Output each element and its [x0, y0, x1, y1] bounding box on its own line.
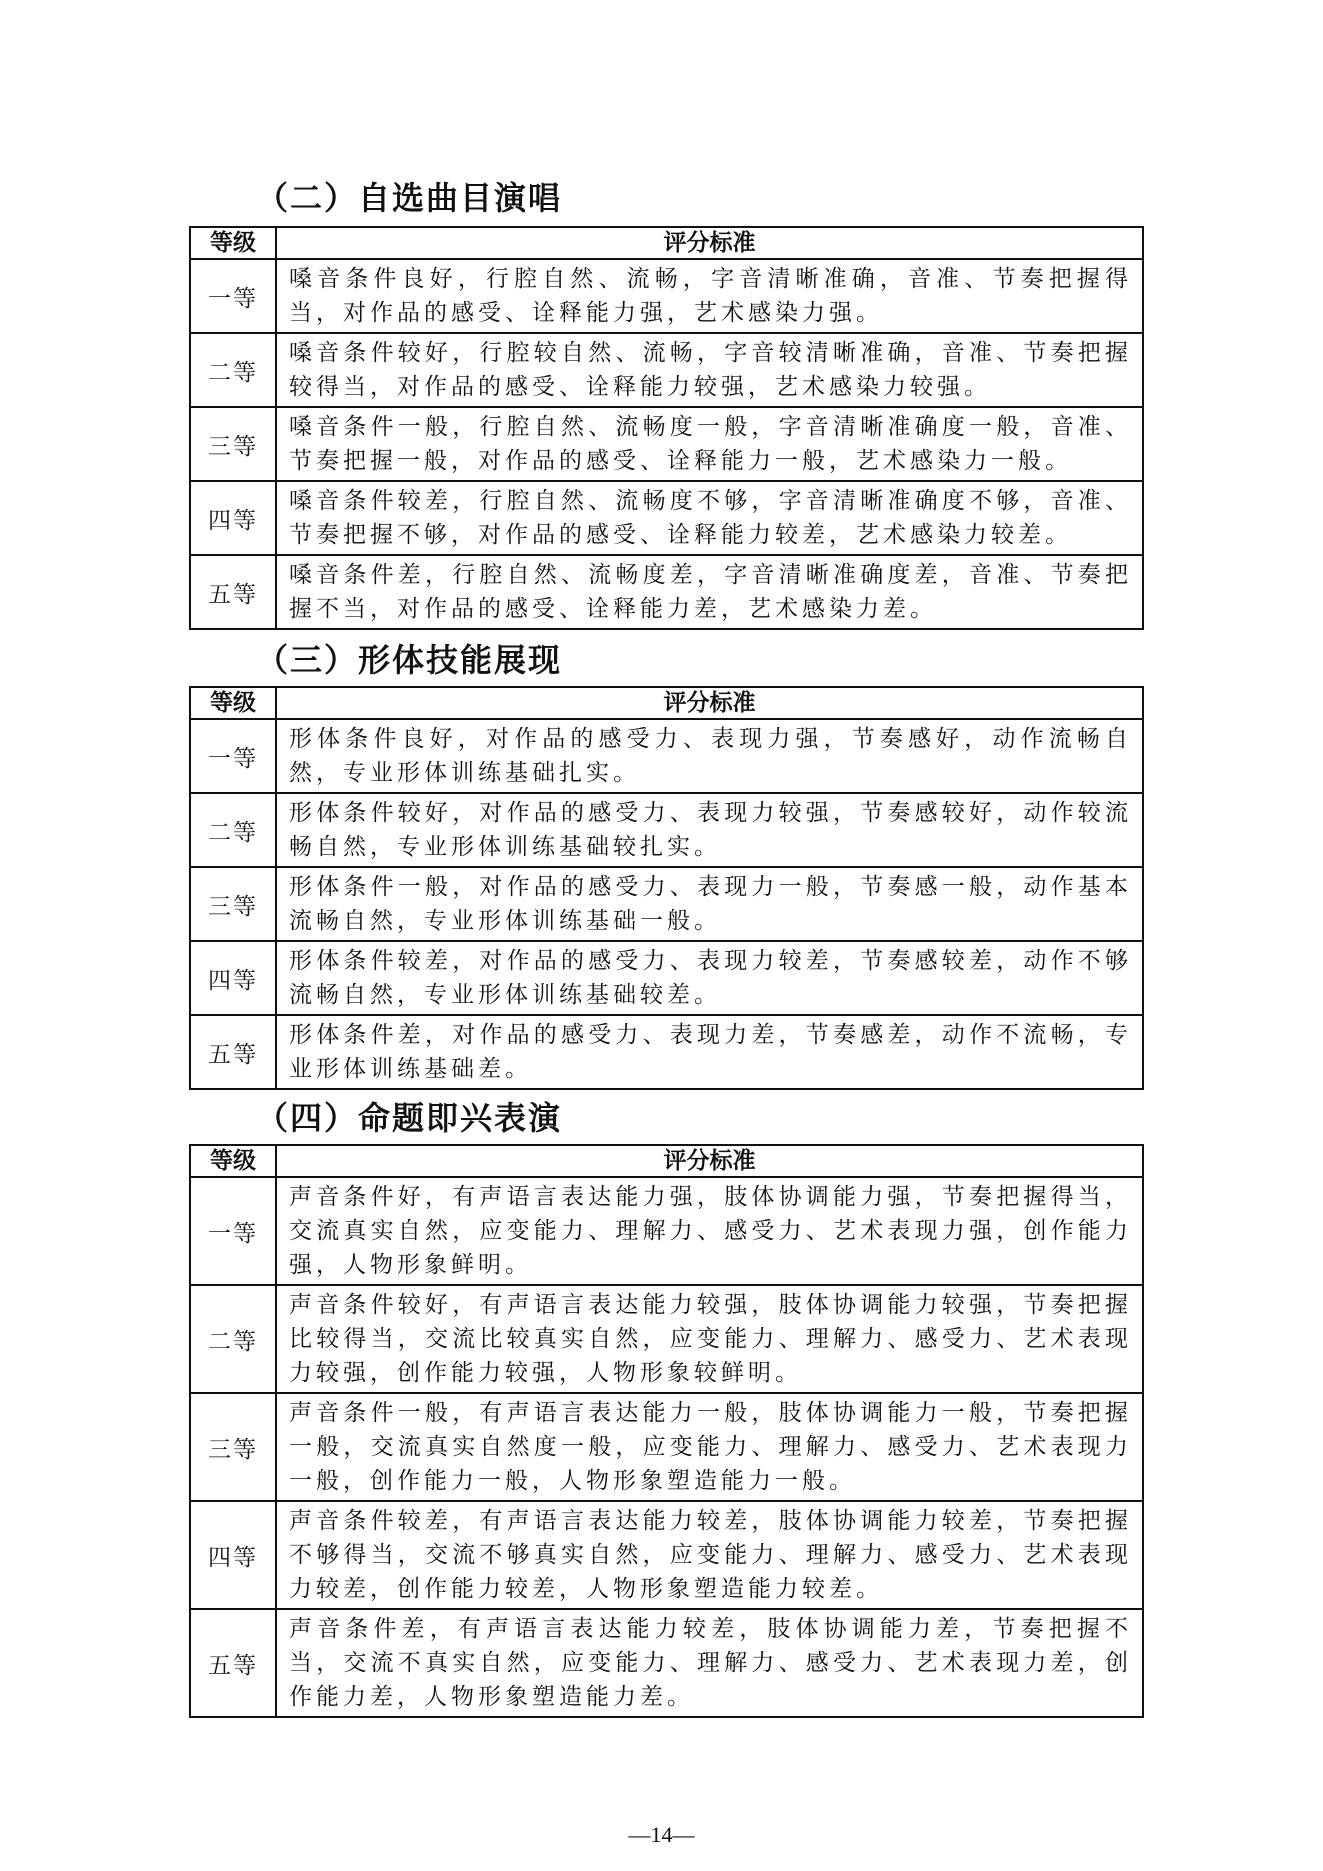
table-row — [190, 1015, 1143, 1089]
grade-cell: 三等 — [190, 867, 276, 941]
table-row — [190, 1177, 1143, 1285]
criteria-cell: 嗓音条件一般，行腔自然、流畅度一般，字音清晰准确度一般，音准、节奏把握一般，对作品的感受、诠释能力一般，艺术感染力一般。 — [276, 407, 1143, 481]
criteria-cell: 声音条件好，有声语言表达能力强，肢体协调能力强，节奏把握得当，交流真实自然，应变能力、理解力、感受力、艺术表现力强，创作能力强，人物形象鲜明。 — [276, 1177, 1143, 1285]
grade-cell: 五等 — [190, 1609, 276, 1717]
grade-cell: 二等 — [190, 333, 276, 407]
grade-cell: 三等 — [190, 407, 276, 481]
grade-cell: 五等 — [190, 1015, 276, 1089]
header-criteria: 评分标准 — [276, 1145, 1143, 1177]
criteria-cell: 声音条件较好，有声语言表达能力较强，肢体协调能力较强，节奏把握比较得当，交流比较真实自然，应变能力、理解力、感受力、艺术表现力较强，创作能力较强，人物形象较鲜明。 — [276, 1285, 1143, 1393]
header-grade: 等级 — [190, 227, 276, 259]
section-title: （四）命题即兴表演 — [256, 1099, 563, 1137]
table-row — [190, 259, 1143, 333]
criteria-cell: 形体条件差，对作品的感受力、表现力差，节奏感差，动作不流畅，专业形体训练基础差。 — [276, 1015, 1143, 1089]
table-row — [190, 555, 1143, 629]
header-criteria: 评分标准 — [276, 687, 1143, 719]
table-row — [190, 333, 1143, 407]
page-number: —14— — [628, 1822, 695, 1847]
scoring-table-singing — [189, 226, 1144, 630]
header-criteria: 评分标准 — [276, 227, 1143, 259]
grade-cell: 三等 — [190, 1393, 276, 1501]
grade-cell: 四等 — [190, 1501, 276, 1609]
grade-cell: 一等 — [190, 259, 276, 333]
header-grade: 等级 — [190, 687, 276, 719]
table-row — [190, 481, 1143, 555]
criteria-cell: 声音条件一般，有声语言表达能力一般，肢体协调能力一般，节奏把握一般，交流真实自然度一般，应变能力、理解力、感受力、艺术表现力一般，创作能力一般，人物形象塑造能力一般。 — [276, 1393, 1143, 1501]
grade-cell: 二等 — [190, 793, 276, 867]
grade-cell: 一等 — [190, 1177, 276, 1285]
criteria-cell: 形体条件一般，对作品的感受力、表现力一般，节奏感一般，动作基本流畅自然，专业形体训练基础一般。 — [276, 867, 1143, 941]
criteria-cell: 声音条件差，有声语言表达能力较差，肢体协调能力差，节奏把握不当，交流不真实自然，应变能力、理解力、感受力、艺术表现力差，创作能力差，人物形象塑造能力差。 — [276, 1609, 1143, 1717]
table-header — [190, 1145, 1143, 1177]
table-header — [190, 687, 1143, 719]
criteria-cell: 声音条件较差，有声语言表达能力较差，肢体协调能力较差，节奏把握不够得当，交流不够真实自然，应变能力、理解力、感受力、艺术表现力较差，创作能力较差，人物形象塑造能力较差。 — [276, 1501, 1143, 1609]
table-row — [190, 1393, 1143, 1501]
table-row — [190, 793, 1143, 867]
table-row — [190, 1285, 1143, 1393]
criteria-cell: 嗓音条件良好，行腔自然、流畅，字音清晰准确，音准、节奏把握得当，对作品的感受、诠释能力强，艺术感染力强。 — [276, 259, 1143, 333]
grade-cell: 二等 — [190, 1285, 276, 1393]
table-row — [190, 407, 1143, 481]
table-row — [190, 1609, 1143, 1717]
grade-cell: 一等 — [190, 719, 276, 793]
table-row — [190, 867, 1143, 941]
grade-cell: 四等 — [190, 481, 276, 555]
criteria-cell: 嗓音条件差，行腔自然、流畅度差，字音清晰准确度差，音准、节奏把握不当，对作品的感受、诠释能力差，艺术感染力差。 — [276, 555, 1143, 629]
criteria-cell: 形体条件较好，对作品的感受力、表现力较强，节奏感较好，动作较流畅自然，专业形体训练基础较扎实。 — [276, 793, 1143, 867]
section-title: （三）形体技能展现 — [256, 641, 563, 679]
criteria-cell: 形体条件较差，对作品的感受力、表现力较差，节奏感较差，动作不够流畅自然，专业形体训练基础较差。 — [276, 941, 1143, 1015]
table-row — [190, 1501, 1143, 1609]
header-grade: 等级 — [190, 1145, 276, 1177]
table-header — [190, 227, 1143, 259]
criteria-cell: 形体条件良好，对作品的感受力、表现力强，节奏感好，动作流畅自然，专业形体训练基础扎实。 — [276, 719, 1143, 793]
grade-cell: 四等 — [190, 941, 276, 1015]
grade-cell: 五等 — [190, 555, 276, 629]
table-row — [190, 719, 1143, 793]
scoring-table-movement — [189, 686, 1144, 1090]
table-row — [190, 941, 1143, 1015]
criteria-cell: 嗓音条件较差，行腔自然、流畅度不够，字音清晰准确度不够，音准、节奏把握不够，对作品的感受、诠释能力较差，艺术感染力较差。 — [276, 481, 1143, 555]
section-title: （二）自选曲目演唱 — [256, 179, 563, 217]
criteria-cell: 嗓音条件较好，行腔较自然、流畅，字音较清晰准确，音准、节奏把握较得当，对作品的感受、诠释能力较强，艺术感染力较强。 — [276, 333, 1143, 407]
scoring-table-improv — [189, 1144, 1144, 1718]
